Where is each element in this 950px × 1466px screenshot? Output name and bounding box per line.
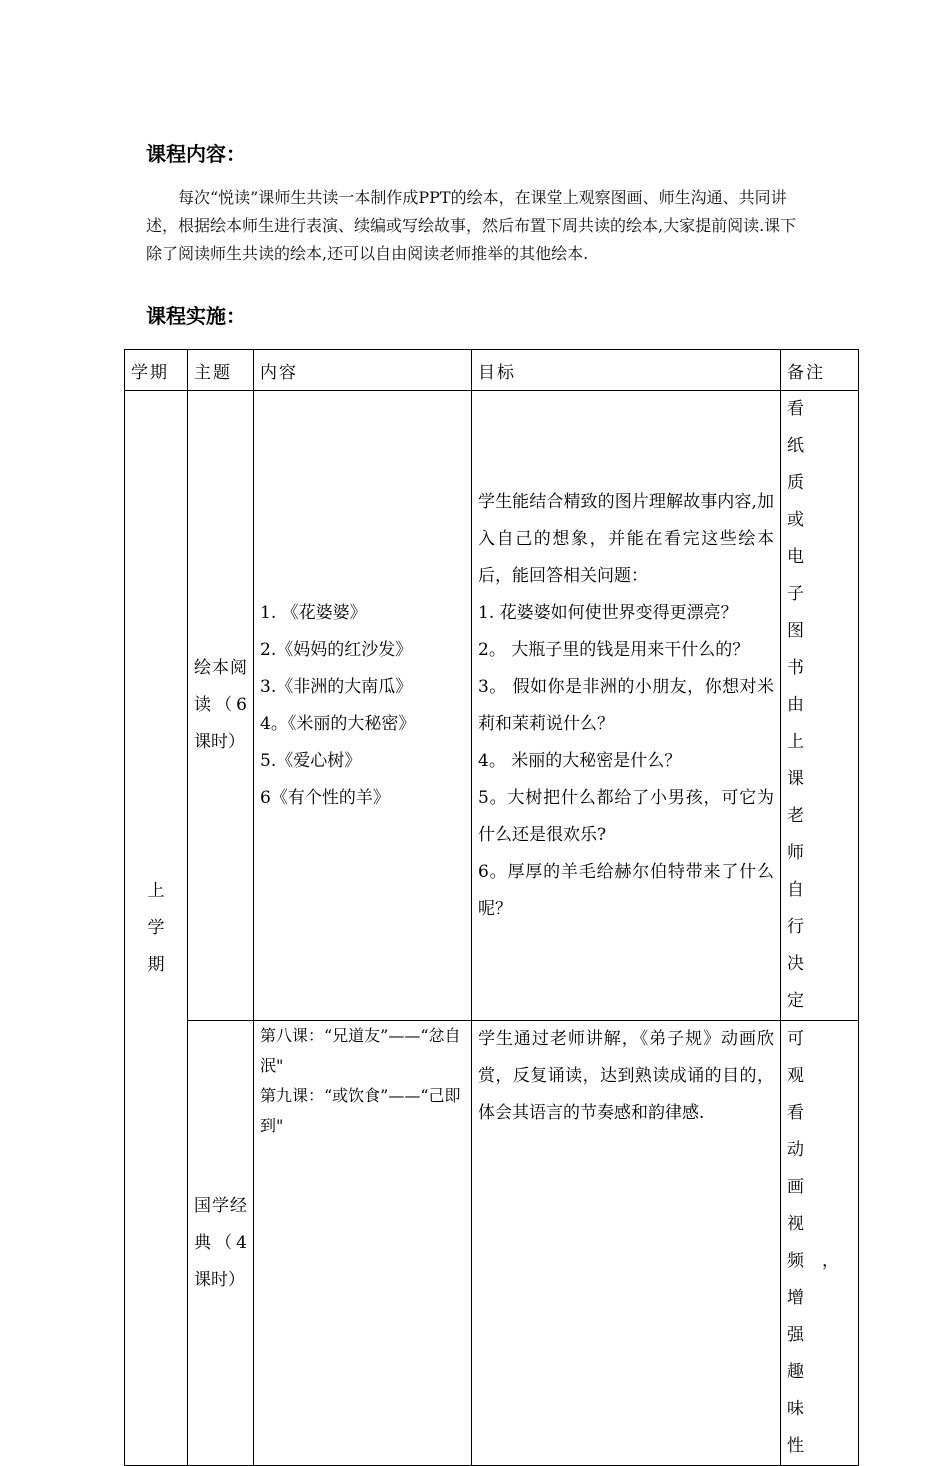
implementation-heading: 课程实施： — [146, 304, 246, 328]
note-text: 可观看动画视频，增强趣味性 — [787, 1029, 857, 1456]
list-item: 6《有个性的羊》 — [260, 787, 390, 808]
topic-label: 绘本阅读（6课时） — [194, 658, 247, 752]
topic-label: 国学经典（4课时） — [194, 1195, 247, 1290]
list-item: 5。大树把什么都给了小男孩，可它为什么还是很欢乐? — [478, 787, 774, 845]
content-list — [260, 595, 465, 817]
list-item: 6。厚厚的羊毛给赫尔伯特带来了什么呢？ — [478, 861, 774, 919]
goal-cell — [472, 391, 781, 1021]
table-row — [125, 391, 859, 1021]
list-item: 1. 花婆婆如何使世界变得更漂亮？ — [478, 602, 738, 623]
goal-cell — [472, 1021, 781, 1466]
goal-list — [478, 484, 774, 928]
table-header-row — [125, 350, 859, 391]
list-item: 学生通过老师讲解，《弟子规》动画欣赏，反复诵读，达到熟读成诵的目的，体会其语言的节奏感和韵律感. — [478, 1029, 774, 1123]
list-item: 4。《米丽的大秘密》 — [260, 713, 416, 734]
list-item: 2.《妈妈的红沙发》 — [260, 639, 413, 660]
list-item: 1. 《花婆婆》 — [260, 602, 367, 623]
content-heading: 课程内容： — [146, 142, 246, 166]
content-cell — [254, 391, 472, 1021]
table-row — [125, 1021, 859, 1466]
header-topic: 主题 — [188, 350, 254, 391]
topic-cell — [188, 1021, 254, 1466]
header-semester: 学期 — [125, 350, 188, 391]
header-goal: 目标 — [472, 350, 781, 391]
list-item: 4。 米丽的大秘密是什么？ — [478, 750, 682, 771]
note-cell — [781, 1021, 859, 1466]
note-text: 看纸质或电子图书由上课老师自行决定 — [787, 399, 822, 1011]
semester-label: 上学期 — [147, 880, 165, 975]
topic-cell — [188, 391, 254, 1021]
list-item: 第九课：“或饮食”——“己即到" — [260, 1086, 461, 1135]
list-item: 3.《非洲的大南瓜》 — [260, 676, 413, 697]
list-item: 学生能结合精致的图片理解故事内容,加入自己的想象，并能在看完这些绘本后，能回答相关问题： — [478, 491, 774, 586]
semester-cell — [125, 391, 188, 1466]
content-paragraph: 每次“悦读”课师生共读一本制作成PPT的绘本，在课堂上观察图画、师生沟通、共同讲述，根据绘本师生进行表演、续编或写绘故事，然后布置下周共读的绘本,大家提前阅读.课下除了阅读师生共读的绘本,还可以自由阅读老师推举的其他绘本. — [146, 188, 797, 263]
content-list — [260, 1021, 465, 1141]
list-item: 3。 假如你是非洲的小朋友，你想对米莉和茉莉说什么？ — [478, 676, 774, 734]
list-item: 5.《爱心树》 — [260, 750, 362, 771]
goal-list — [478, 1021, 774, 1132]
course-table — [124, 349, 859, 1466]
header-content: 内容 — [254, 350, 472, 391]
content-cell — [254, 1021, 472, 1466]
list-item: 2。 大瓶子里的钱是用来干什么的？ — [478, 639, 750, 660]
note-cell — [781, 391, 859, 1021]
header-note: 备注 — [781, 350, 859, 391]
list-item: 第八课：“兄道友”——“忿自泯" — [260, 1026, 461, 1075]
